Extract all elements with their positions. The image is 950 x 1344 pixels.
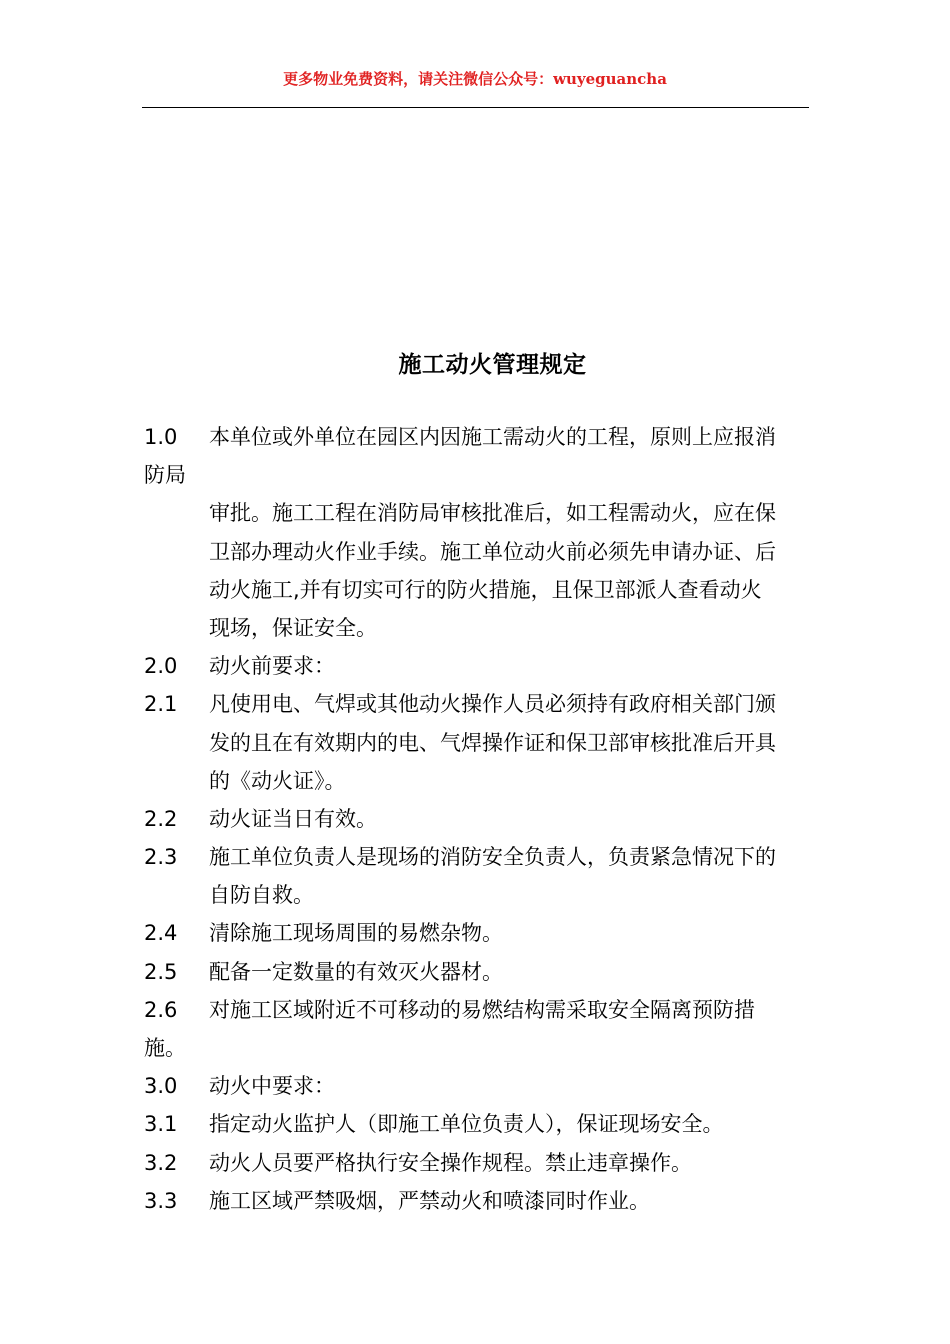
clause-text: 施工单位负责人是现场的消防安全负责人，负责紧急情况下的: [209, 845, 776, 870]
clause-text: 发的且在有效期内的电、气焊操作证和保卫部审核批准后开具: [209, 730, 776, 755]
clause-line: [144, 418, 812, 456]
clause-line: [144, 838, 812, 876]
clause-number: 2.2: [144, 806, 178, 831]
clause-number: 2.4: [144, 921, 178, 946]
clause-line: [144, 609, 812, 647]
clause-text: 动火施工,并有切实可行的防火措施，且保卫部派人查看动火: [209, 577, 762, 602]
clause-text: 本单位或外单位在园区内因施工需动火的工程，原则上应报消: [209, 425, 776, 449]
clause-line: [144, 456, 812, 494]
clause-number: 2.1: [144, 692, 178, 717]
clause-line: [144, 1182, 812, 1220]
header-note: 更多物业免费资料，请关注微信公众号：wuyeguancha: [283, 70, 667, 88]
clause-line: [144, 914, 812, 952]
clause-text: 现场，保证安全。: [209, 615, 377, 640]
clause-text: 指定动火监护人（即施工单位负责人），保证现场安全。: [209, 1112, 724, 1137]
clause-text: 防局: [144, 463, 186, 488]
clause-number: 2.6: [144, 997, 178, 1022]
clause-line: [144, 571, 812, 609]
clause-text: 的《动火证》。: [209, 768, 346, 793]
clause-text: 配备一定数量的有效灭火器材。: [209, 959, 503, 984]
clause-number: 3.3: [144, 1188, 178, 1213]
clause-line: [144, 494, 812, 532]
clause-text: 动火证当日有效。: [209, 806, 377, 831]
clause-number: 2.0: [144, 654, 178, 679]
clause-text: 动火前要求：: [209, 654, 335, 679]
clause-line: [144, 876, 812, 914]
clause-text: 清除施工现场周围的易燃杂物。: [209, 921, 503, 946]
clause-text: 卫部办理动火作业手续。施工单位动火前必须先申请办证、后: [209, 539, 776, 564]
clause-number: 3.1: [144, 1112, 178, 1137]
clause-text: 自防自救。: [209, 883, 314, 908]
clause-number: 3.0: [144, 1074, 178, 1099]
clause-line: [144, 762, 812, 800]
clause-line: [144, 685, 812, 723]
clause-line: [144, 991, 812, 1029]
clause-number: 2.5: [144, 959, 178, 984]
clause-line: [144, 724, 812, 762]
document-body: [144, 418, 812, 1220]
clause-line: [144, 1105, 812, 1143]
clause-line: [144, 1029, 812, 1067]
header-divider: [142, 107, 809, 108]
clause-line: [144, 800, 812, 838]
clause-line: [144, 1067, 812, 1105]
clause-number: 1.0: [144, 425, 178, 449]
clause-number: 3.2: [144, 1150, 178, 1175]
clause-line: [144, 1144, 812, 1182]
clause-text: 动火人员要严格执行安全操作规程。禁止违章操作。: [209, 1150, 692, 1175]
clause-number: 2.3: [144, 845, 178, 870]
clause-text: 动火中要求：: [209, 1074, 335, 1099]
clause-text: 凡使用电、气焊或其他动火操作人员必须持有政府相关部门颁: [209, 692, 776, 717]
clause-text: 审批。施工工程在消防局审核批准后，如工程需动火，应在保: [209, 501, 776, 526]
clause-line: [144, 647, 812, 685]
clause-text: 施。: [144, 1036, 186, 1060]
clause-text: 施工区域严禁吸烟，严禁动火和喷漆同时作业。: [209, 1188, 650, 1213]
document-title: 施工动火管理规定: [398, 352, 587, 378]
clause-line: [144, 533, 812, 571]
clause-text: 对施工区域附近不可移动的易燃结构需采取安全隔离预防措: [209, 997, 755, 1022]
clause-line: [144, 953, 812, 991]
